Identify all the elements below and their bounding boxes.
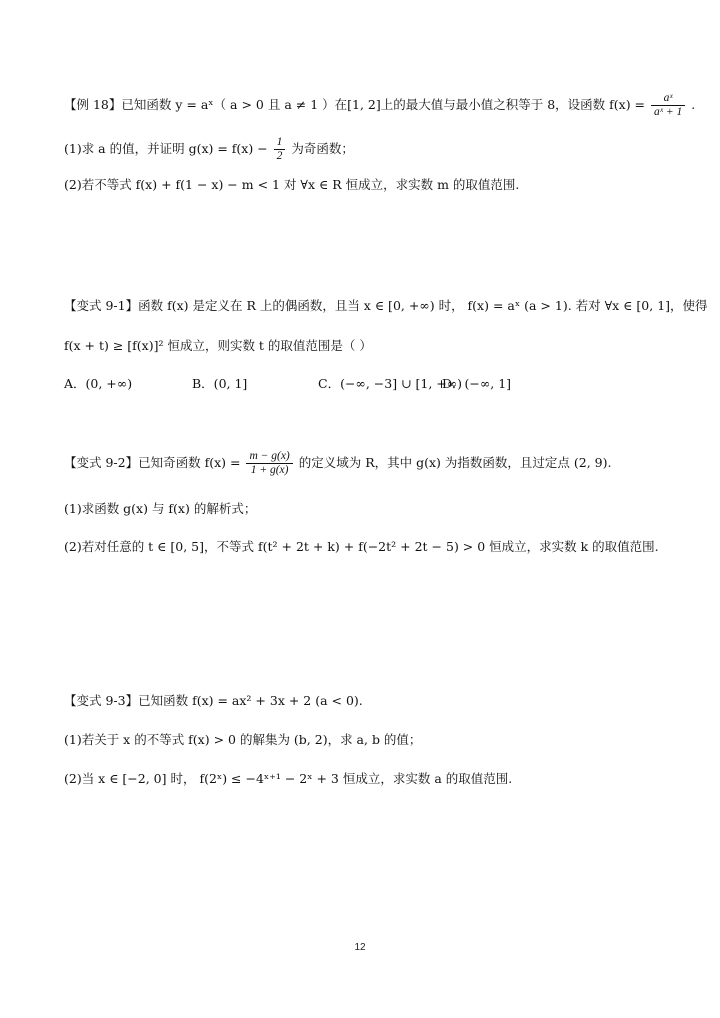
fraction-numerator: 1: [274, 136, 286, 150]
variant-9-2-part-2: (2)若对任意的 t ∈ [0, 5]，不等式 f(t² + 2t + k) + f(−2t² + 2t − 5) > 0 恒成立，求实数 k 的取值范围.: [64, 539, 659, 554]
example-18-text: 【例 18】已知函数 y = aˣ（ a > 0 且 a ≠ 1 ）在[1, 2]上的最大值与最小值之积等于 8，设函数 f(x) =: [64, 97, 646, 112]
option-b: B．(0, 1]: [192, 376, 248, 391]
variant-9-2-text-a: 【变式 9-2】已知奇函数 f(x) =: [64, 455, 241, 470]
option-c: C．(−∞, −3] ∪ [1, +∞): [318, 376, 463, 391]
fraction-odd-function: [246, 450, 292, 477]
example-18-part-1: [64, 136, 354, 163]
variant-9-2-statement: [64, 450, 611, 477]
fraction-denominator: 1 + g(x): [250, 464, 289, 476]
page-number: 12: [354, 942, 366, 953]
option-a: A．(0, +∞): [64, 376, 133, 391]
variant-9-2-part-1: (1)求函数 g(x) 与 f(x) 的解析式；: [64, 501, 257, 516]
variant-9-3-part-1: (1)若关于 x 的不等式 f(x) > 0 的解集为 (b, 2)，求 a, b 的值；: [64, 732, 422, 747]
variant-9-1-condition: f(x + t) ≥ [f(x)]² 恒成立，则实数 t 的取值范围是（ ）: [64, 338, 372, 353]
variant-9-3-statement: 【变式 9-3】已知函数 f(x) = ax² + 3x + 2 (a < 0).: [64, 693, 363, 708]
variant-9-2-text-b: 的定义域为 R，其中 g(x) 为指数函数，且过定点 (2, 9).: [298, 455, 612, 470]
example-18-statement: [64, 92, 695, 119]
part-1-text-a: (1)求 a 的值，并证明 g(x) = f(x) −: [64, 141, 268, 156]
example-18-period: .: [691, 97, 696, 112]
fraction-denominator: aˣ + 1: [654, 106, 683, 118]
option-d: D．(−∞, 1]: [442, 376, 512, 391]
variant-9-3-part-2: (2)当 x ∈ [−2, 0] 时， f(2ˣ) ≤ −4ˣ⁺¹ − 2ˣ + 3 恒成立，求实数 a 的取值范围.: [64, 771, 513, 786]
fraction-denominator: 2: [276, 150, 283, 162]
fraction-numerator: aˣ: [651, 92, 685, 106]
fraction-half: [274, 136, 286, 163]
fraction-numerator: m − g(x): [246, 450, 292, 464]
fraction-fx: [651, 92, 685, 119]
part-1-text-b: 为奇函数；: [291, 141, 354, 156]
variant-9-1-statement: 【变式 9-1】函数 f(x) 是定义在 R 上的偶函数，且当 x ∈ [0, +∞) 时， f(x) = aˣ (a > 1). 若对 ∀x ∈ [0, 1]，使得: [64, 298, 708, 313]
example-18-part-2: (2)若不等式 f(x) + f(1 − x) − m < 1 对 ∀x ∈ R 恒成立，求实数 m 的取值范围.: [64, 177, 520, 192]
